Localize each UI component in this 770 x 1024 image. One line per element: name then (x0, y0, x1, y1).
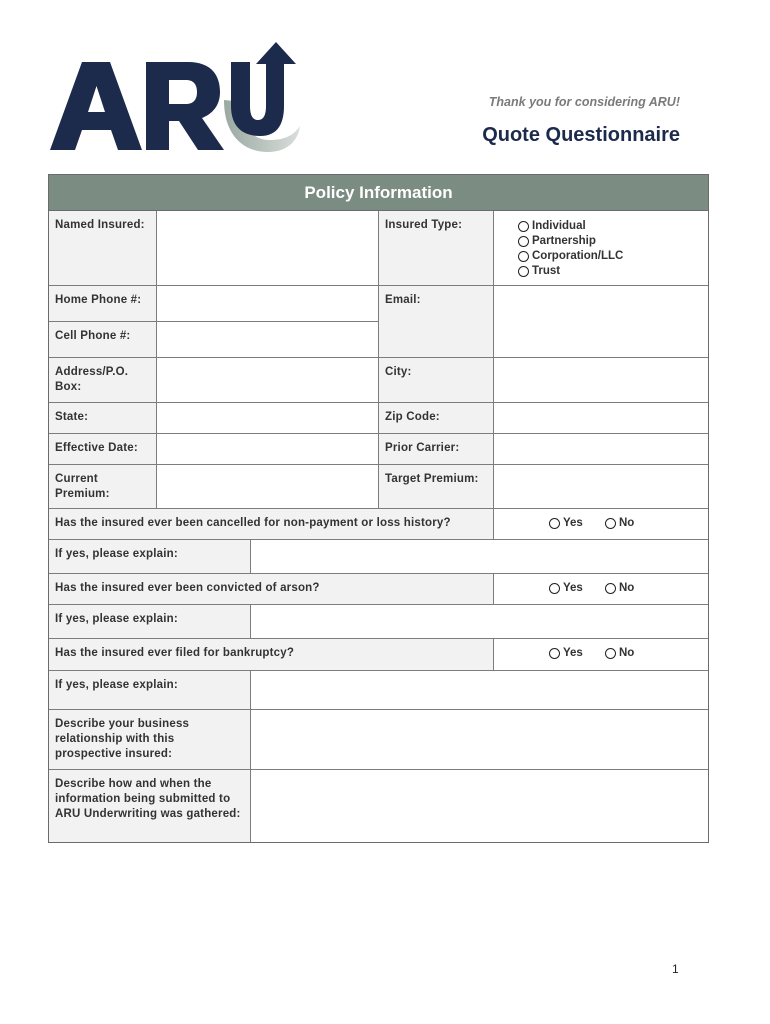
business-relationship-label: Describe your business relationship with this prospective insured: (49, 710, 251, 770)
section-title: Policy Information (49, 175, 708, 211)
email-label: Email: (379, 286, 494, 358)
radio-icon (518, 221, 529, 232)
radio-icon (549, 518, 560, 529)
bankruptcy-yes[interactable]: Yes (549, 647, 583, 659)
effective-date-label: Effective Date: (49, 434, 157, 465)
answer-arson (494, 574, 708, 605)
radio-icon (605, 583, 616, 594)
prior-carrier-label: Prior Carrier: (379, 434, 494, 465)
insured-type-label: Insured Type: (379, 211, 494, 286)
radio-icon (518, 236, 529, 247)
zip-code-field[interactable] (494, 403, 708, 434)
state-field[interactable] (157, 403, 379, 434)
policy-information-form (48, 174, 709, 843)
current-premium-label: Current Premium: (49, 465, 157, 509)
target-premium-label: Target Premium: (379, 465, 494, 509)
thanks-message: Thank you for considering ARU! (488, 95, 680, 109)
city-field[interactable] (494, 358, 708, 403)
aru-logo (48, 40, 302, 156)
cell-phone-field[interactable] (157, 322, 379, 358)
question-arson: Has the insured ever been convicted of arson? (49, 574, 494, 605)
radio-icon (605, 648, 616, 659)
named-insured-field[interactable] (157, 211, 379, 286)
info-gathered-field[interactable] (251, 770, 708, 842)
question-bankruptcy: Has the insured ever filed for bankruptcy? (49, 639, 494, 671)
home-phone-label: Home Phone #: (49, 286, 157, 322)
info-gathered-label: Describe how and when the information being submitted to ARU Underwriting was gathered: (49, 770, 251, 842)
arson-yes[interactable]: Yes (549, 582, 583, 594)
radio-icon (605, 518, 616, 529)
address-label: Address/P.O. Box: (49, 358, 157, 403)
bankruptcy-no[interactable]: No (605, 647, 634, 659)
prior-carrier-field[interactable] (494, 434, 708, 465)
cell-phone-label: Cell Phone #: (49, 322, 157, 358)
arson-explain-field[interactable] (251, 605, 708, 639)
insured-type-individual[interactable]: Individual (518, 220, 586, 232)
cancelled-explain-label: If yes, please explain: (49, 540, 251, 574)
insured-type-corporation[interactable]: Corporation/LLC (518, 250, 623, 262)
target-premium-field[interactable] (494, 465, 708, 509)
cancelled-no[interactable]: No (605, 517, 634, 529)
radio-icon (518, 251, 529, 262)
page-title: Quote Questionnaire (482, 124, 680, 146)
arson-no[interactable]: No (605, 582, 634, 594)
business-relationship-field[interactable] (251, 710, 708, 770)
radio-icon (549, 648, 560, 659)
arson-explain-label: If yes, please explain: (49, 605, 251, 639)
bankruptcy-explain-label: If yes, please explain: (49, 671, 251, 710)
address-field[interactable] (157, 358, 379, 403)
cancelled-explain-field[interactable] (251, 540, 708, 574)
radio-icon (518, 266, 529, 277)
answer-cancelled (494, 509, 708, 540)
question-cancelled: Has the insured ever been cancelled for non-payment or loss history? (49, 509, 494, 540)
insured-type-partnership[interactable]: Partnership (518, 235, 596, 247)
page-number: 1 (672, 962, 679, 976)
cancelled-yes[interactable]: Yes (549, 517, 583, 529)
bankruptcy-explain-field[interactable] (251, 671, 708, 710)
email-field[interactable] (494, 286, 708, 358)
insured-type-trust[interactable]: Trust (518, 265, 560, 277)
current-premium-field[interactable] (157, 465, 379, 509)
insured-type-options (494, 211, 708, 286)
city-label: City: (379, 358, 494, 403)
effective-date-field[interactable] (157, 434, 379, 465)
answer-bankruptcy (494, 639, 708, 671)
named-insured-label: Named Insured: (49, 211, 157, 286)
zip-code-label: Zip Code: (379, 403, 494, 434)
home-phone-field[interactable] (157, 286, 379, 322)
radio-icon (549, 583, 560, 594)
state-label: State: (49, 403, 157, 434)
